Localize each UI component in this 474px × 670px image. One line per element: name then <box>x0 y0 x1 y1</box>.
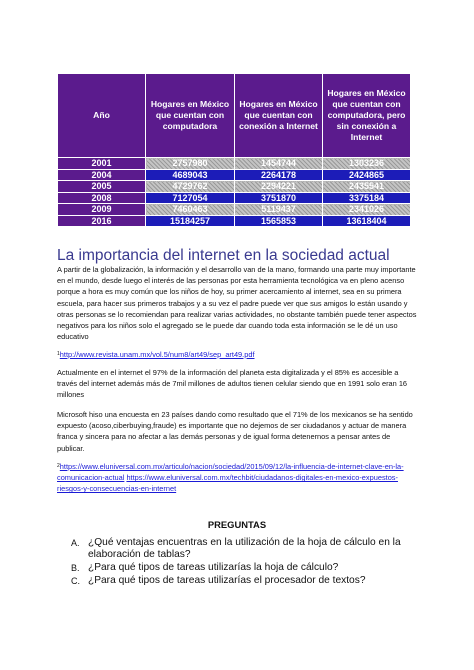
cell-value: 3751870 <box>235 192 323 204</box>
footnote-link[interactable]: http://www.revista.unam.mx/vol.5/num8/art49/sep_art49.pdf <box>59 350 255 359</box>
cell-value: 2341026 <box>323 204 411 216</box>
cell-value: 3375184 <box>323 192 411 204</box>
table-row <box>58 181 411 193</box>
cell-value: 2435541 <box>323 181 411 193</box>
table-row <box>58 158 411 170</box>
question-marker: B. <box>71 563 80 573</box>
questions-heading: PREGUNTAS <box>207 519 267 530</box>
question-item <box>71 537 421 561</box>
header-computers: Hogares en México que cuentan con computadora <box>146 74 235 158</box>
paragraph-statistics: Actualmente en el internet el 97% de la información del planeta esta digitalizada y el 85% es accesible a través del internet además más de 7mil millones de adultos tienen celular siendo que en 1991 solo eran 16 millones <box>57 368 408 400</box>
cell-value: 4729762 <box>146 181 235 193</box>
header-year: Año <box>58 74 146 158</box>
cell-value: 7460463 <box>146 204 235 216</box>
cell-year: 2005 <box>58 181 146 193</box>
header-computer-no-internet: Hogares en México que cuentan con computadora, pero sin conexión a Internet <box>323 74 411 158</box>
cell-value: 1565853 <box>235 215 323 227</box>
footnote-2 <box>57 461 417 495</box>
question-marker: A. <box>71 538 80 548</box>
questions-list <box>71 537 421 588</box>
question-marker: C. <box>71 576 80 586</box>
question-item <box>71 562 421 574</box>
cell-year: 2001 <box>58 158 146 170</box>
table-row <box>58 204 411 216</box>
footnote-1 <box>57 349 417 360</box>
footnote-marker: 2 <box>57 463 60 469</box>
question-text: ¿Para qué tipos de tareas utilizarías el procesador de textos? <box>88 575 366 586</box>
cell-value: 15184257 <box>146 215 235 227</box>
paragraph-globalization: A partir de la globalización, la información y el desarrollo van de la mano, formando una parte muy importante en el mundo, desde luego el interés de las personas por esta herramienta tecnológica va en pleno acenso porque a hora es muy común que los niños de hoy, su primer acercamiento al internet, sea en su primera escuela, para hacer sus primeros trabajos y a su vez el padre puede ver que sus amigos lo están usando y otras personas se lo recomiendan para realizar varias actividades, no obstante también puede tener aspectos negativos para los niños solo el agregado se le puede dar cuando toda esta información se le dé un uso educativo <box>57 265 417 342</box>
cell-year: 2008 <box>58 192 146 204</box>
cell-value: 2264178 <box>235 169 323 181</box>
header-internet: Hogares en México que cuentan con conexión a Internet <box>235 74 323 158</box>
table-header-row <box>58 74 411 158</box>
footnote-link[interactable]: https://www.eluniversal.com.mx/articulo/nacion/sociedad/2015/09/12/la-influencia-de-internet-clave-en-la-comunicacion-actual <box>57 462 404 483</box>
cell-year: 2009 <box>58 204 146 216</box>
cell-value: 1303236 <box>323 158 411 170</box>
cell-value: 2294221 <box>235 181 323 193</box>
paragraph-microsoft-survey: Microsoft hiso una encuesta en 23 países dando como resultado que el 71% de los mexicanos se ha sentido expuesto (acoso,ciberbuying,fraude) es importante que no dejemos de ser ciudadanos y actuar de manera franca y sincera para no afectar a las demás personas y de igual forma detenernos a pensar antes de publicar. <box>57 410 413 453</box>
cell-value: 7127054 <box>146 192 235 204</box>
cell-value: 5119437 <box>235 204 323 216</box>
households-table <box>57 73 411 227</box>
cell-year: 2016 <box>58 215 146 227</box>
cell-year: 2004 <box>58 169 146 181</box>
table-row <box>58 192 411 204</box>
table-row <box>58 215 411 227</box>
footnote-marker: 1 <box>57 351 60 357</box>
question-item <box>71 575 421 587</box>
table-row <box>58 169 411 181</box>
question-text: ¿Para qué tipos de tareas utilizarías la hoja de cálculo? <box>88 562 339 573</box>
question-text: ¿Qué ventajas encuentras en la utilización de la hoja de cálculo en la elaboración de tablas? <box>88 537 401 560</box>
cell-value: 4689043 <box>146 169 235 181</box>
cell-value: 2424865 <box>323 169 411 181</box>
cell-value: 1454744 <box>235 158 323 170</box>
section-title: La importancia del internet en la sociedad actual <box>57 247 390 264</box>
cell-value: 2757980 <box>146 158 235 170</box>
footnote-link[interactable]: https://www.eluniversal.com.mx/techbit/ciudadanos-digitales-en-mexico-expuestos-riesgos-y-consecuencias-en-internet <box>57 473 398 494</box>
cell-value: 13618404 <box>323 215 411 227</box>
